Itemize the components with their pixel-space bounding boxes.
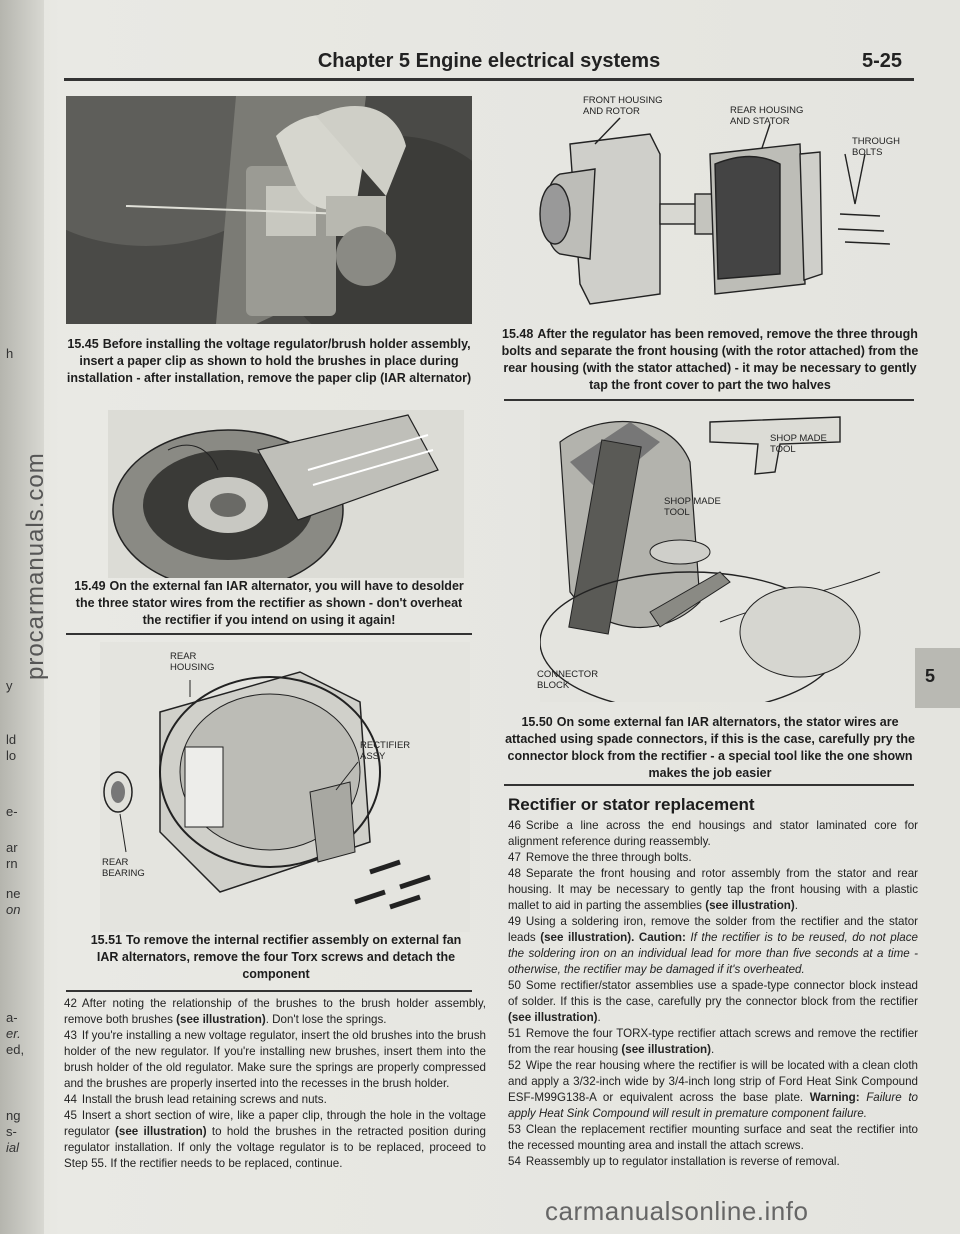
chapter-tab-number: 5 [925, 666, 936, 686]
figure-15-49-caption [66, 578, 472, 629]
fragment: rn [6, 856, 18, 871]
label-front-housing: FRONT HOUSING [583, 95, 663, 106]
right-steps [508, 818, 918, 1170]
divider [504, 399, 914, 401]
fragment: s- [6, 1124, 17, 1139]
step-47: 47 Remove the three through bolts. [508, 851, 692, 864]
section-title: Rectifier or stator replacement [508, 795, 755, 814]
label-shop-made-1: SHOP MADE [770, 433, 827, 444]
label-rear: REAR [170, 651, 197, 662]
label-tool-1: TOOL [770, 444, 796, 455]
step-54: 54 Reassembly up to regulator installation is reverse of removal. [508, 1155, 840, 1168]
step-45: 45 Insert a short section of wire, like a paper clip, through the hole in the voltage regulator (see illustration) to hold the brushes in the retracted position during regulator installation. If only the voltage regulator is to be replaced, proceed to Step 55. If the rectifier needs to be replaced, continue. [64, 1109, 487, 1170]
fragment: ld [6, 732, 17, 747]
fragment: ial [6, 1140, 20, 1155]
label-and-stator: AND STATOR [730, 116, 790, 127]
caption-text: Before installing the voltage regulator/brush holder assembly, insert a paper clip as shown to hold the brushes in place during installation - after installation, remove the paper clip (IAR alternator) [66, 337, 472, 385]
label-bolts: BOLTS [852, 147, 883, 158]
header-rule [64, 78, 914, 81]
label-block: BLOCK [537, 680, 570, 691]
fragment: ed, [6, 1042, 25, 1057]
bottom-watermark: carmanualsonline.info [545, 1196, 809, 1226]
step-53: 53 Clean the replacement rectifier mounting surface and seat the rectifier into the recessed mounting area and install the attach screws. [508, 1123, 918, 1152]
fragment: a- [6, 1010, 18, 1025]
step-49: 49 Using a soldering iron, remove the solder from the rectifier and the stator leads (see illustration). Caution: If the rectifier is to be reused, do not place the soldering iron on an individual lead for more than five seconds at a time - otherwise, the rectifier may be damaged if it's overheated. [508, 915, 919, 976]
left-steps [64, 996, 486, 1172]
step-50: 50 Some rectifier/stator assemblies use a spade-type connector block instead of solder. If this is the case, carefully pry the connector block from the rectifier (see illustration). [508, 979, 918, 1024]
page-number: 5-25 [861, 50, 902, 72]
figure-15-50-illustration [540, 402, 890, 702]
figure-number: 15.49 [74, 579, 106, 593]
chapter-tab [915, 648, 960, 708]
step-43: 43 If you're installing a new voltage regulator, insert the old brushes into the brush holder of the new regulator. If you're installing new brushes, insert them into the brush holder of the old regulator. Make sure the springs are properly compressed and the brushes are properly inserted into the recesses in the brush holder. [64, 1029, 486, 1090]
label-through: THROUGH [852, 136, 901, 147]
figure-15-48-illustration [500, 94, 920, 320]
fragment: ng [6, 1108, 21, 1123]
label-shop-made-2: SHOP MADE [664, 496, 721, 507]
label-rear-2: REAR [102, 857, 129, 868]
figure-number: 15.51 [90, 933, 122, 947]
figure-15-45-photo [66, 96, 472, 324]
step-46: 46 Scribe a line across the end housings and stator laminated core for alignment reference during reassembly. [508, 819, 918, 848]
caption-text: To remove the internal rectifier assembly on external fan IAR alternators, remove the four Torx screws and detach the component [96, 933, 462, 981]
caption-text: On some external fan IAR alternators, the stator wires are attached using spade connectors, if this is the case, carefully pry the connector block from the rectifier - a special tool like the one shown makes the job easier [505, 715, 915, 780]
divider [66, 633, 472, 635]
figure-number: 15.50 [521, 715, 553, 729]
fragment: ne [6, 886, 21, 901]
label-tool-2: TOOL [664, 507, 690, 518]
fragment: e- [6, 804, 18, 819]
fragment: lo [6, 748, 17, 763]
figure-15-51-illustration [100, 642, 470, 932]
label-assy: ASSY [360, 751, 386, 762]
figure-15-45-caption [66, 336, 472, 387]
figure-number: 15.48 [502, 327, 534, 341]
side-watermark: procarmanuals.com [22, 452, 49, 680]
label-connector: CONNECTOR [537, 669, 599, 680]
figure-15-48-caption [500, 326, 920, 394]
step-51: 51 Remove the four TORX-type rectifier attach screws and remove the rectifier from the rear housing (see illustration). [508, 1027, 918, 1056]
figure-15-50-caption [500, 714, 920, 782]
label-rectifier: RECTIFIER [360, 740, 411, 751]
step-42: 42 After noting the relationship of the brushes to the brush holder assembly, remove both brushes (see illustration). Don't lose the springs. [64, 997, 486, 1026]
chapter-title: Chapter 5 Engine electrical systems [317, 50, 661, 72]
divider [66, 990, 472, 992]
fragment: y [6, 678, 13, 693]
step-44: 44 Install the brush lead retaining screws and nuts. [64, 1093, 327, 1106]
fragment: on [6, 902, 21, 917]
figure-number: 15.45 [67, 337, 99, 351]
caption-text: On the external fan IAR alternator, you will have to desolder the three stator wires from the rectifier as shown - don't overheat the rectifier if you intend on using it again! [75, 579, 464, 627]
fragment: ar [6, 840, 18, 855]
fragment: er. [6, 1026, 21, 1041]
label-rear-housing: REAR HOUSING [730, 105, 804, 116]
caption-text: After the regulator has been removed, remove the three through bolts and separate the front housing (with the rotor attached) from the rear housing (with the stator attached) - it may be necessary to gently tap the front cover to part the two halves [501, 327, 919, 392]
page-header [64, 50, 914, 78]
label-bearing: BEARING [102, 868, 145, 879]
figure-15-49-illustration [108, 410, 464, 578]
figure-15-51-caption [80, 932, 472, 983]
label-housing: HOUSING [170, 662, 215, 673]
fragment: h [6, 346, 14, 361]
step-48: 48 Separate the front housing and rotor assembly from the stator and rear housing. It may be necessary to gently tap the front housing with a plastic mallet to aid in parting the assemblies (see illustration). [508, 867, 918, 912]
divider [504, 784, 914, 786]
label-and-rotor: AND ROTOR [583, 106, 640, 117]
step-52: 52 Wipe the rear housing where the rectifier is will be located with a clean cloth and apply a 3/32-inch wide by 3/4-inch long strip of Ford Heat Sink Compound ESF-M99G138-A or equivalent across the base plate. Warning: Failure to apply Heat Sink Compound will result in premature component failure. [508, 1059, 918, 1120]
